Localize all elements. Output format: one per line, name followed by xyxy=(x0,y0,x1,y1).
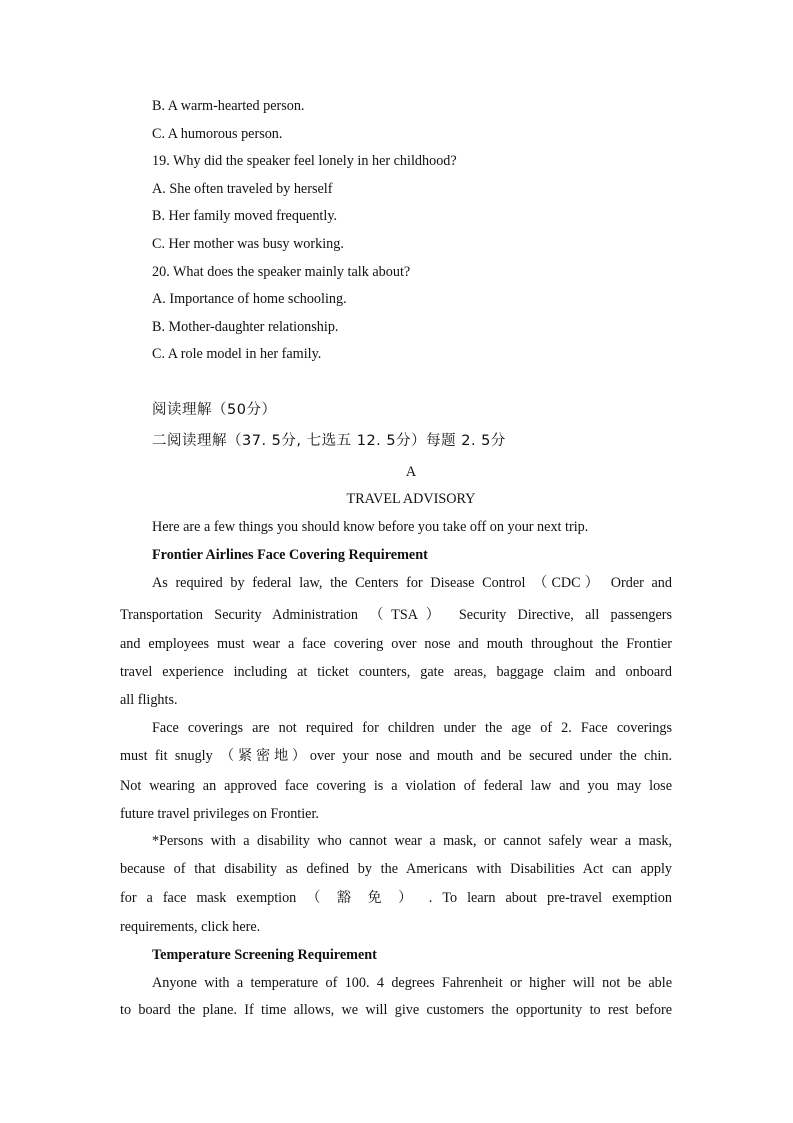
q19-option-c: C. Her mother was busy working. xyxy=(152,236,344,252)
para1-line: and employees must wear a face covering over nose and mouth throughout the Frontier xyxy=(120,636,672,652)
para1-line: travel experience including at ticket counters, gate areas, baggage claim and onboard xyxy=(120,664,672,680)
para3-line: requirements, click here. xyxy=(120,919,261,935)
q20-option-c: C. A role model in her family. xyxy=(152,346,322,362)
heading-temperature: Temperature Screening Requirement xyxy=(152,947,377,963)
q19-option-b: B. Her family moved frequently. xyxy=(152,208,338,224)
para3-line: *Persons with a disability who cannot wear a mask, or cannot safely wear a mask, xyxy=(152,833,672,849)
q19-option-a: A. She often traveled by herself xyxy=(152,181,333,197)
para3-line: because of that disability as defined by the Americans with Disabilities Act can apply xyxy=(120,861,672,877)
passage-intro: Here are a few things you should know before you take off on your next trip. xyxy=(152,519,589,535)
passage-title: TRAVEL ADVISORY xyxy=(346,491,476,507)
para2-line: Not wearing an approved face covering is a violation of federal law and you may lose xyxy=(120,778,672,794)
para2-line: Face coverings are not required for children under the age of 2. Face coverings xyxy=(152,720,672,736)
para1-line: all flights. xyxy=(120,692,178,708)
q20-option-b: B. Mother-daughter relationship. xyxy=(152,319,339,335)
heading-face-covering: Frontier Airlines Face Covering Requirement xyxy=(152,547,428,563)
para3-line: for a face mask exemption （ 豁 免 ） . To learn about pre-travel exemption xyxy=(120,890,672,906)
para2-line: future travel privileges on Frontier. xyxy=(120,806,319,822)
passage-letter: A xyxy=(405,464,417,480)
para1-line: As required by federal law, the Centers for Disease Control （CDC） Order and xyxy=(152,575,672,591)
q20-question: 20. What does the speaker mainly talk about? xyxy=(152,264,411,280)
para1-line: Transportation Security Administration （TSA） Security Directive, all passengers xyxy=(120,607,672,623)
q20-option-a: A. Importance of home schooling. xyxy=(152,291,347,307)
q18-option-c: C. A humorous person. xyxy=(152,126,283,142)
para4-line: to board the plane. If time allows, we will give customers the opportunity to rest before xyxy=(120,1002,672,1018)
q19-question: 19. Why did the speaker feel lonely in her childhood? xyxy=(152,153,457,169)
para4-line: Anyone with a temperature of 100. 4 degrees Fahrenheit or higher will not be able xyxy=(152,975,672,991)
reading-section-title: 阅读理解（50分） xyxy=(152,402,277,418)
reading-part-title: 二阅读理解（37. 5分, 七选五 12. 5分）每题 2. 5分 xyxy=(152,433,506,449)
q18-option-b: B. A warm-hearted person. xyxy=(152,98,305,114)
para2-line: must fit snugly （紧密地）over your nose and mouth and be secured under the chin. xyxy=(120,748,672,764)
